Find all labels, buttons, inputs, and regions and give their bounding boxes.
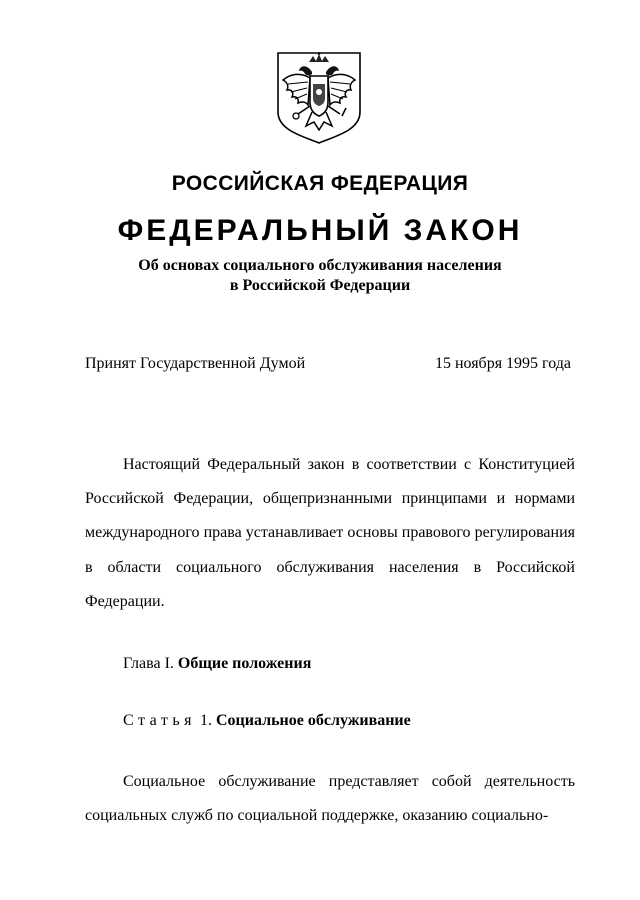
law-title-line-1: Об основах социального обслуживания населения — [138, 257, 502, 274]
preamble-paragraph: Настоящий Федеральный закон в соответствии с Конституцией Российской Федерации, общепризнанными принципами и нормами международного права устанавливает основы правового регулирования в области социального обслуживания населения в Российской Федерации. — [85, 456, 575, 610]
adoption-line — [85, 355, 571, 373]
article-number: 1. — [199, 712, 212, 729]
coat-of-arms-icon — [274, 50, 364, 146]
adoption-date: 15 ноября 1995 года — [434, 355, 571, 372]
chapter-heading — [123, 655, 311, 673]
chapter-title: Общие положения — [177, 655, 312, 672]
law-title — [0, 256, 640, 296]
law-title-line-2: в Российской Федерации — [229, 277, 411, 294]
law-type-heading: ФЕДЕРАЛЬНЫЙ ЗАКОН — [117, 214, 523, 247]
article-heading — [123, 712, 411, 730]
article-title: Социальное обслуживание — [215, 712, 411, 729]
adoption-label: Принят Государственной Думой — [85, 355, 306, 372]
article-label: Статья — [123, 712, 196, 729]
article-paragraph: Социальное обслуживание представляет собой деятельность социальных служб по социальной поддержке, оказанию социально- — [85, 773, 575, 825]
country-heading: РОССИЙСКАЯ ФЕДЕРАЦИЯ — [171, 172, 469, 195]
chapter-number: Глава I. — [123, 655, 174, 672]
